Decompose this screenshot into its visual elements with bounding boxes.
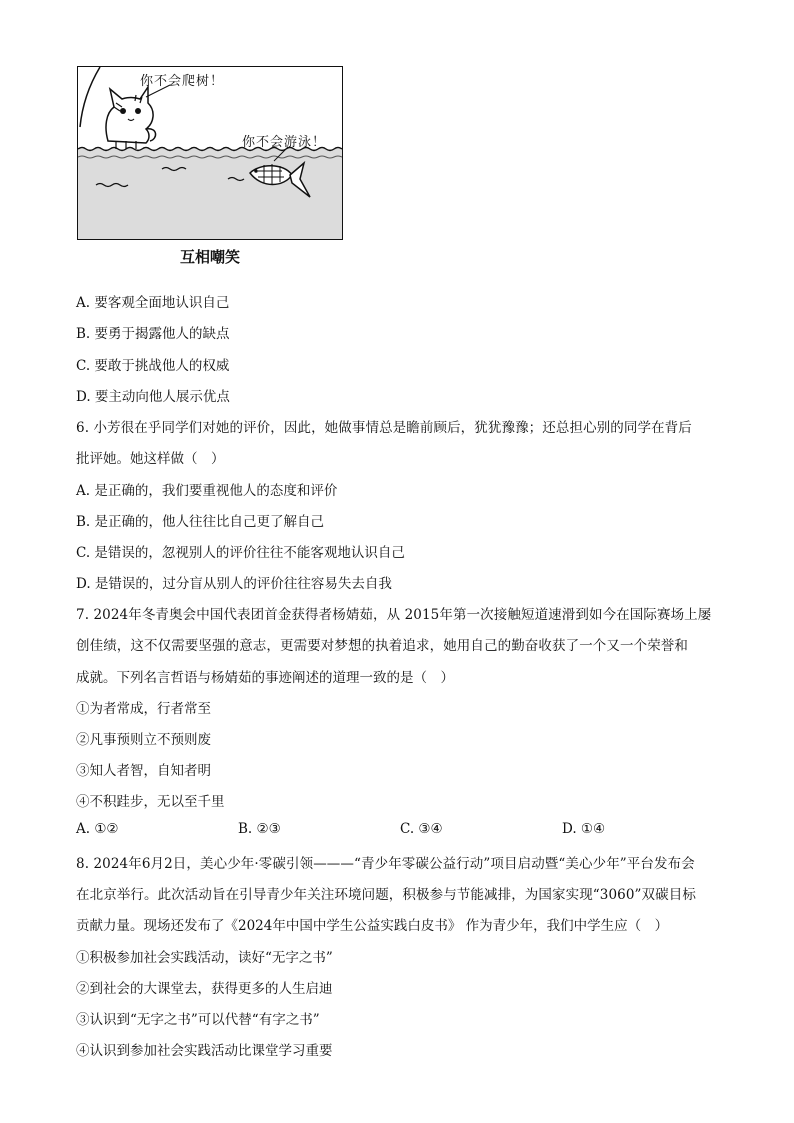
q7-option-b: B. ②③ xyxy=(238,821,281,837)
q8-stem-line-1: 8. 2024年6月2日，美心少年·零碳引领———“青少年零碳公益行动”项目启动暨“美心少年”平台发布会 xyxy=(76,856,695,872)
cartoon-illustration xyxy=(77,66,343,240)
q7-stem-line-3: 成就。下列名言哲语与杨婧茹的事迹阐述的道理一致的是（ ） xyxy=(76,670,454,686)
cat-speech-text: 你不会爬树！ xyxy=(140,74,225,89)
cat-figure xyxy=(106,85,170,149)
q7-option-a: A. ①② xyxy=(76,821,119,837)
fish-speech-text: 你不会游泳！ xyxy=(242,135,327,150)
q6-stem-line-2: 批评她。她这样做（ ） xyxy=(76,451,225,467)
q7-stem-line-2: 创佳绩，这不仅需要坚强的意志，更需要对梦想的执着追求，她用自己的勤奋收获了一个又一个荣誉和 xyxy=(76,638,688,654)
q8-item-3: ③认识到“无字之书”可以代替“有字之书” xyxy=(76,1012,320,1028)
q6-option-b: B. 是正确的，他人往往比自己更了解自己 xyxy=(76,514,325,530)
q8-stem-line-2: 在北京举行。此次活动旨在引导青少年关注环境问题，积极参与节能减排，为国家实现“3060”双碳目标 xyxy=(76,887,696,903)
q6-option-a: A. 是正确的，我们要重视他人的态度和评价 xyxy=(76,483,338,499)
q7-item-4: ④不积跬步，无以至千里 xyxy=(76,794,225,810)
q8-item-1: ①积极参加社会实践活动，读好“无字之书” xyxy=(76,950,333,966)
cartoon-drawing xyxy=(78,67,342,239)
q6-stem-line-1: 6. 小芳很在乎同学们对她的评价，因此，她做事情总是瞻前顾后，犹犹豫豫；还总担心别的同学在背后 xyxy=(76,420,692,436)
q8-item-2: ②到社会的大课堂去，获得更多的人生启迪 xyxy=(76,981,333,997)
q8-stem-line-3: 贡献力量。现场还发布了《2024年中国中学生公益实践白皮书》 作为青少年，我们中学生应（ ） xyxy=(76,918,669,934)
q5-option-c: C. 要敢于挑战他人的权威 xyxy=(76,358,230,374)
q7-option-d: D. ①④ xyxy=(562,821,606,837)
q7-item-3: ③知人者智，自知者明 xyxy=(76,763,211,779)
q7-stem-line-1: 7. 2024年冬青奥会中国代表团首金获得者杨婧茹，从 2015年第一次接触短道速滑到如今在国际赛场上屡 xyxy=(76,607,712,623)
q6-option-d: D. 是错误的，过分盲从别人的评价往往容易失去自我 xyxy=(76,576,392,592)
q5-option-a: A. 要客观全面地认识自己 xyxy=(76,295,230,311)
q5-option-b: B. 要勇于揭露他人的缺点 xyxy=(76,326,230,342)
q7-item-2: ②凡事预则立不预则废 xyxy=(76,732,211,748)
q7-option-c: C. ③④ xyxy=(400,821,443,837)
q8-item-4: ④认识到参加社会实践活动比课堂学习重要 xyxy=(76,1043,333,1059)
q7-item-1: ①为者常成，行者常至 xyxy=(76,701,211,717)
q6-option-c: C. 是错误的，忽视别人的评价往往不能客观地认识自己 xyxy=(76,545,405,561)
q5-option-d: D. 要主动向他人展示优点 xyxy=(76,389,230,405)
cartoon-caption: 互相嘲笑 xyxy=(179,248,240,266)
